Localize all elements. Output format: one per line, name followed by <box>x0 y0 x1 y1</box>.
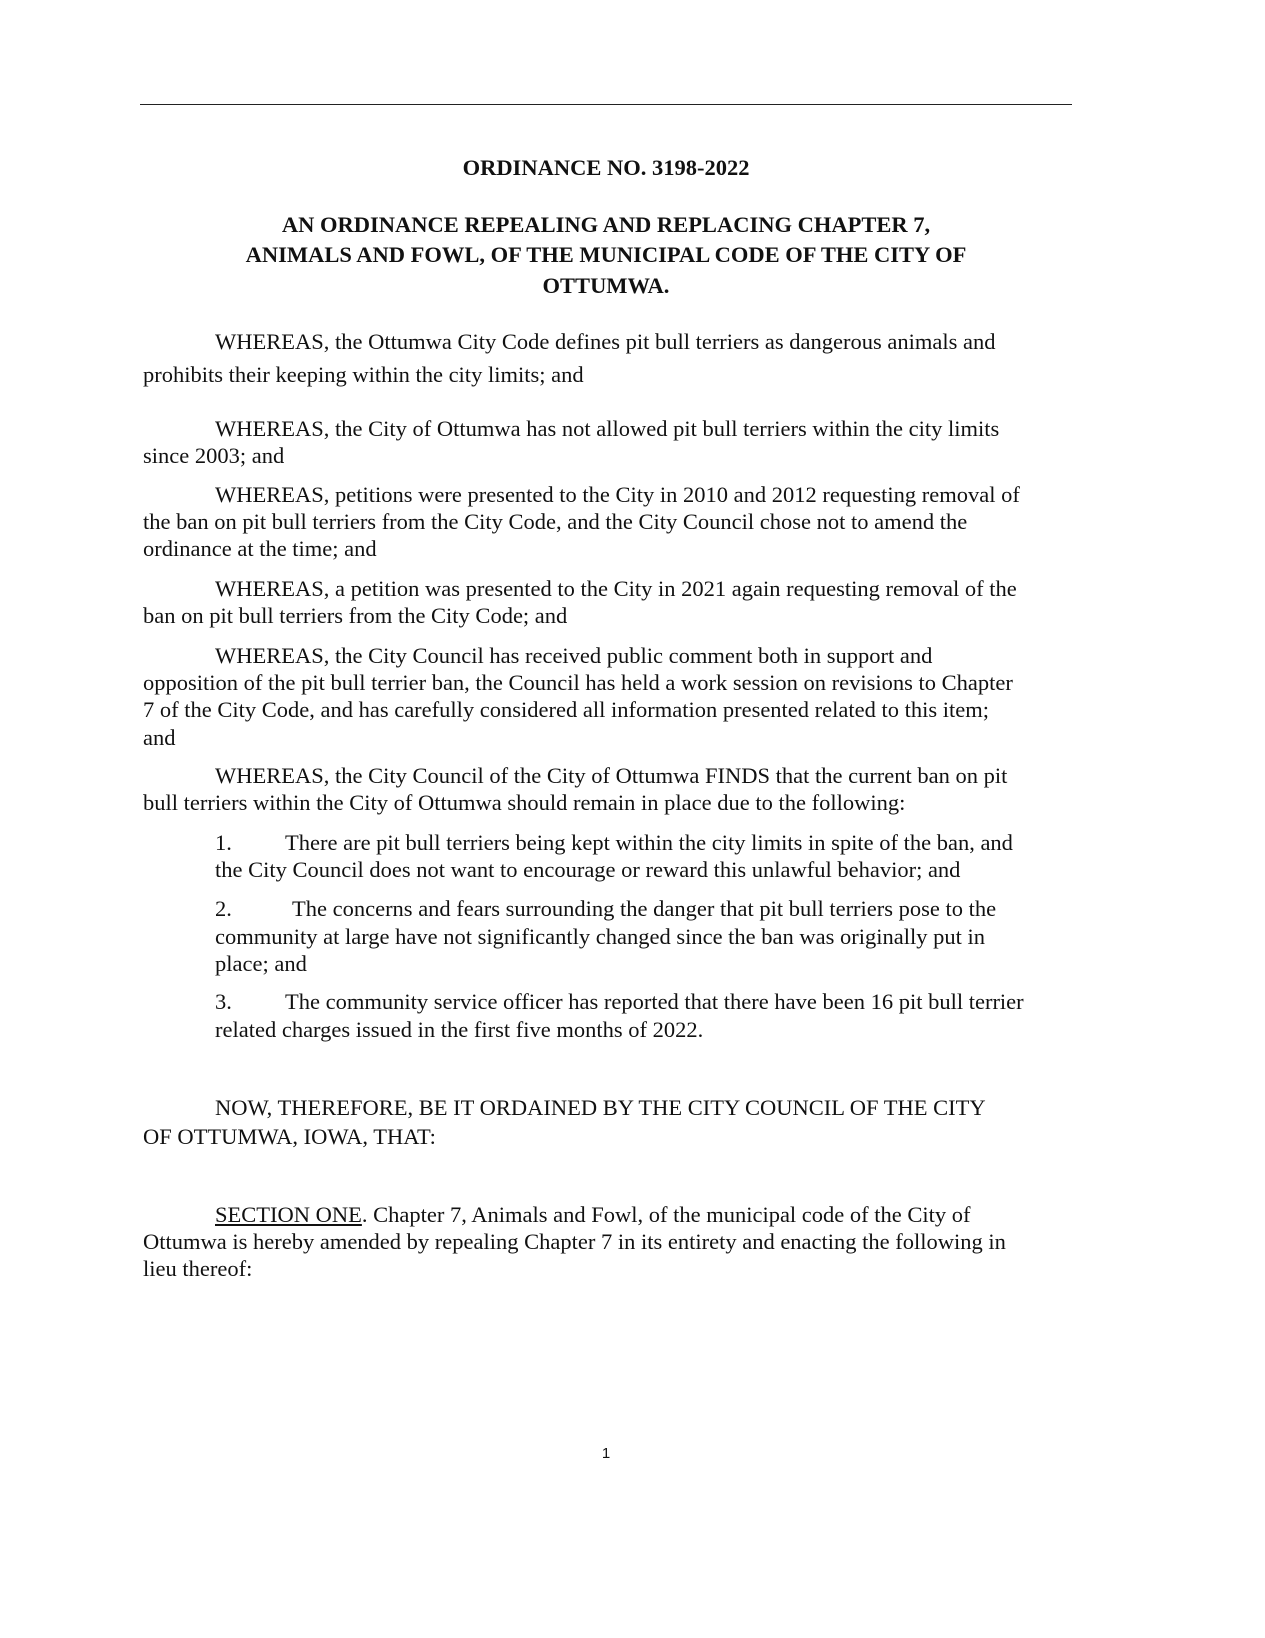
header-rule <box>140 104 1072 105</box>
whereas-paragraph-3: the ban on pit bull terriers from the City Code, and the City Council chose not to amend the <box>143 509 968 534</box>
ordained-clause: NOW, THEREFORE, BE IT ORDAINED BY THE CITY COUNCIL OF THE CITY <box>215 1095 986 1120</box>
list-item-1: the City Council does not want to encourage or reward this unlawful behavior; and <box>215 857 961 882</box>
whereas-paragraph-5: WHEREAS, the City Council has received public comment both in support and <box>215 643 933 668</box>
whereas-paragraph-3: ordinance at the time; and <box>143 536 377 561</box>
whereas-paragraph-2: WHEREAS, the City of Ottumwa has not allowed pit bull terriers within the city limits <box>215 416 1000 441</box>
whereas-paragraph-1: prohibits their keeping within the city limits; and <box>143 362 584 387</box>
list-item-1: There are pit bull terriers being kept within the city limits in spite of the ban, and <box>285 830 1013 855</box>
whereas-paragraph-4: ban on pit bull terriers from the City Code; and <box>143 603 568 628</box>
page-number: 1 <box>601 1445 611 1462</box>
whereas-paragraph-5: opposition of the pit bull terrier ban, the Council has held a work session on revisions to Chapter <box>143 670 1013 695</box>
list-item-number: 1. <box>215 830 232 855</box>
list-item-number: 2. <box>215 896 232 921</box>
whereas-paragraph-5: 7 of the City Code, and has carefully considered all information presented related to this item; <box>143 697 990 722</box>
section-one-text: lieu thereof: <box>143 1256 253 1281</box>
list-item-3: The community service officer has reported that there have been 16 pit bull terrier <box>285 989 1024 1014</box>
list-item-2: The concerns and fears surrounding the danger that pit bull terriers pose to the <box>292 896 997 921</box>
section-one-text: . Chapter 7, Animals and Fowl, of the municipal code of the City of <box>361 1202 971 1227</box>
section-one <box>215 1202 971 1228</box>
whereas-paragraph-1: WHEREAS, the Ottumwa City Code defines pit bull terriers as dangerous animals and <box>215 329 996 354</box>
list-item-3: related charges issued in the first five months of 2022. <box>215 1017 704 1042</box>
ordinance-heading-line: OTTUMWA. <box>542 273 670 298</box>
section-one-text: Ottumwa is hereby amended by repealing Chapter 7 in its entirety and enacting the following in <box>143 1229 1006 1254</box>
whereas-paragraph-3: WHEREAS, petitions were presented to the City in 2010 and 2012 requesting removal of <box>215 482 1020 507</box>
whereas-paragraph-6: WHEREAS, the City Council of the City of Ottumwa FINDS that the current ban on pit <box>215 763 1008 788</box>
whereas-paragraph-4: WHEREAS, a petition was presented to the City in 2021 again requesting removal of the <box>215 576 1017 601</box>
ordinance-heading-line: ANIMALS AND FOWL, OF THE MUNICIPAL CODE OF THE CITY OF <box>245 242 967 267</box>
whereas-paragraph-6: bull terriers within the City of Ottumwa should remain in place due to the following: <box>143 790 906 815</box>
ordinance-heading-line: AN ORDINANCE REPEALING AND REPLACING CHAPTER 7, <box>281 212 931 237</box>
ordained-clause: OF OTTUMWA, IOWA, THAT: <box>143 1124 436 1149</box>
ordinance-title: ORDINANCE NO. 3198-2022 <box>462 155 750 180</box>
whereas-paragraph-2: since 2003; and <box>143 443 285 468</box>
section-one-label: SECTION ONE <box>215 1202 362 1227</box>
list-item-2: place; and <box>215 951 307 976</box>
list-item-number: 3. <box>215 989 232 1014</box>
list-item-2: community at large have not significantly changed since the ban was originally put in <box>215 924 986 949</box>
whereas-paragraph-5: and <box>143 725 176 750</box>
